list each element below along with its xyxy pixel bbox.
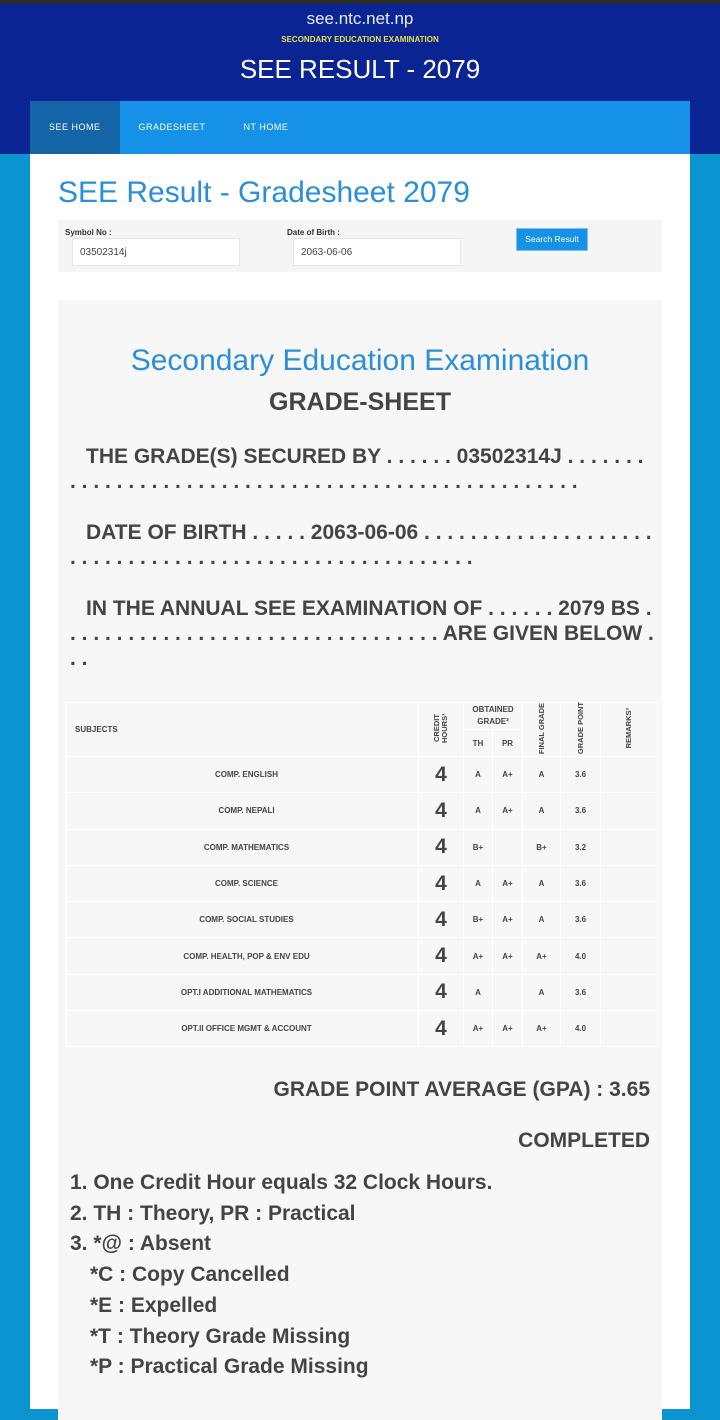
- table-row: [67, 938, 658, 974]
- cell-remarks: [601, 793, 658, 829]
- col-obtained: OBTAINED GRADE²: [464, 703, 523, 730]
- cell-subject: OPT.II OFFICE MGMT & ACCOUNT: [67, 1011, 419, 1047]
- cell-credit: 4: [419, 793, 464, 829]
- cell-remarks: [601, 757, 658, 793]
- cell-remarks: [601, 1011, 658, 1047]
- table-row: [67, 974, 658, 1010]
- cell-th: A+: [464, 938, 493, 974]
- cell-credit: 4: [419, 829, 464, 865]
- cell-final: A: [523, 974, 561, 1010]
- grade-sheet: [58, 300, 662, 1420]
- search-form: [58, 220, 662, 272]
- cell-final: A: [523, 793, 561, 829]
- cell-final: A+: [523, 938, 561, 974]
- cell-credit: 4: [419, 974, 464, 1010]
- col-subjects: SUBJECTS: [67, 703, 419, 757]
- cell-subject: COMP. MATHEMATICS: [67, 829, 419, 865]
- nav-bar: [30, 101, 690, 154]
- cell-gp: 3.6: [561, 757, 601, 793]
- cell-pr: A+: [493, 902, 523, 938]
- main-panel: [30, 154, 690, 1409]
- dob-label: Date of Birth :: [287, 228, 340, 237]
- cell-final: A: [523, 757, 561, 793]
- status: COMPLETED: [518, 1129, 650, 1152]
- cell-gp: 4.0: [561, 938, 601, 974]
- secured-by-line: THE GRADE(S) SECURED BY . . . . . . 03502314J . . . . . . . . . . . . . . . . . . . . . . . . . . . . . . . . . . . . . . . . . . . . . . . . . . .: [70, 445, 644, 493]
- cell-th: A+: [464, 1011, 493, 1047]
- cell-pr: A+: [493, 793, 523, 829]
- cell-final: A: [523, 902, 561, 938]
- cell-subject: OPT.I ADDITIONAL MATHEMATICS: [67, 974, 419, 1010]
- cell-pr: [493, 829, 523, 865]
- col-pr: PR: [493, 730, 523, 757]
- table-row: [67, 865, 658, 901]
- cell-final: A: [523, 865, 561, 901]
- sheet-subheading: GRADE-SHEET: [269, 388, 451, 416]
- symbol-input[interactable]: 03502314j: [72, 238, 240, 266]
- cell-th: A: [464, 974, 493, 1010]
- cell-pr: A+: [493, 865, 523, 901]
- cell-remarks: [601, 938, 658, 974]
- header-subtitle: SECONDARY EDUCATION EXAMINATION: [281, 35, 439, 44]
- cell-subject: COMP. SCIENCE: [67, 865, 419, 901]
- page-title: SEE Result - Gradesheet 2079: [58, 176, 470, 209]
- table-row: [67, 829, 658, 865]
- cell-subject: COMP. ENGLISH: [67, 757, 419, 793]
- note: *T : Theory Grade Missing: [90, 1324, 351, 1348]
- cell-subject: COMP. SOCIAL STUDIES: [67, 902, 419, 938]
- cell-credit: 4: [419, 757, 464, 793]
- cell-th: A: [464, 865, 493, 901]
- col-gp: GRADE POINT: [575, 702, 585, 755]
- cell-pr: A+: [493, 1011, 523, 1047]
- cell-final: B+: [523, 829, 561, 865]
- symbol-label: Symbol No :: [65, 228, 112, 237]
- dob-input[interactable]: 2063-06-06: [293, 238, 461, 266]
- table-row: [67, 793, 658, 829]
- cell-gp: 3.6: [561, 865, 601, 901]
- cell-subject: COMP. HEALTH, POP & ENV EDU: [67, 938, 419, 974]
- header-title: SEE RESULT - 2079: [239, 54, 481, 84]
- col-final: FINAL GRADE: [536, 702, 546, 755]
- cell-credit: 4: [419, 902, 464, 938]
- site-url: see.ntc.net.np: [306, 9, 414, 28]
- cell-subject: COMP. NEPALI: [67, 793, 419, 829]
- table-row: [67, 757, 658, 793]
- cell-th: B+: [464, 829, 493, 865]
- search-result-button[interactable]: Search Result: [516, 228, 588, 251]
- cell-pr: A+: [493, 757, 523, 793]
- cell-th: A: [464, 757, 493, 793]
- cell-pr: [493, 974, 523, 1010]
- nav-gradesheet[interactable]: GRADESHEET: [138, 122, 206, 132]
- nav-see-home[interactable]: SEE HOME: [30, 101, 120, 154]
- note: *C : Copy Cancelled: [90, 1263, 290, 1287]
- note: 1. One Credit Hour equals 32 Clock Hours.: [70, 1171, 493, 1194]
- cell-credit: 4: [419, 938, 464, 974]
- cell-th: B+: [464, 902, 493, 938]
- cell-remarks: [601, 974, 658, 1010]
- dob-line: DATE OF BIRTH . . . . . 2063-06-06 . . . . . . . . . . . . . . . . . . . . . . . . . . . . . . . . . . . . . . . . . . . . . . . . . . . . . . .: [70, 521, 652, 569]
- cell-gp: 3.2: [561, 829, 601, 865]
- grades-table: [66, 702, 658, 1047]
- table-row: [67, 902, 658, 938]
- cell-remarks: [601, 902, 658, 938]
- cell-gp: 4.0: [561, 1011, 601, 1047]
- gpa: GRADE POINT AVERAGE (GPA) : 3.65: [273, 1078, 650, 1101]
- cell-gp: 3.6: [561, 793, 601, 829]
- footnotes: [70, 1168, 492, 1383]
- cell-gp: 3.6: [561, 974, 601, 1010]
- cell-th: A: [464, 793, 493, 829]
- note: 2. TH : Theory, PR : Practical: [70, 1201, 356, 1225]
- note: *E : Expelled: [90, 1293, 218, 1317]
- cell-remarks: [601, 829, 658, 865]
- col-th: TH: [464, 730, 493, 757]
- cell-credit: 4: [419, 865, 464, 901]
- cell-final: A+: [523, 1011, 561, 1047]
- note: 3. *@ : Absent: [70, 1232, 212, 1256]
- col-credit: CREDIT HOURS¹: [432, 713, 449, 744]
- cell-pr: A+: [493, 938, 523, 974]
- sheet-heading: Secondary Education Examination: [130, 344, 590, 377]
- nav-nt-home[interactable]: NT HOME: [243, 122, 289, 132]
- note: *P : Practical Grade Missing: [90, 1355, 369, 1379]
- cell-remarks: [601, 865, 658, 901]
- table-row: [67, 1011, 658, 1047]
- col-remarks: REMARKS³: [624, 708, 633, 749]
- exam-line: IN THE ANNUAL SEE EXAMINATION OF . . . . . . 2079 BS . . . . . . . . . . . . . . . . . . . . . . . . . . . . . . . . . ARE GIVEN BELOW . . .: [70, 597, 654, 670]
- cell-credit: 4: [419, 1011, 464, 1047]
- cell-gp: 3.6: [561, 902, 601, 938]
